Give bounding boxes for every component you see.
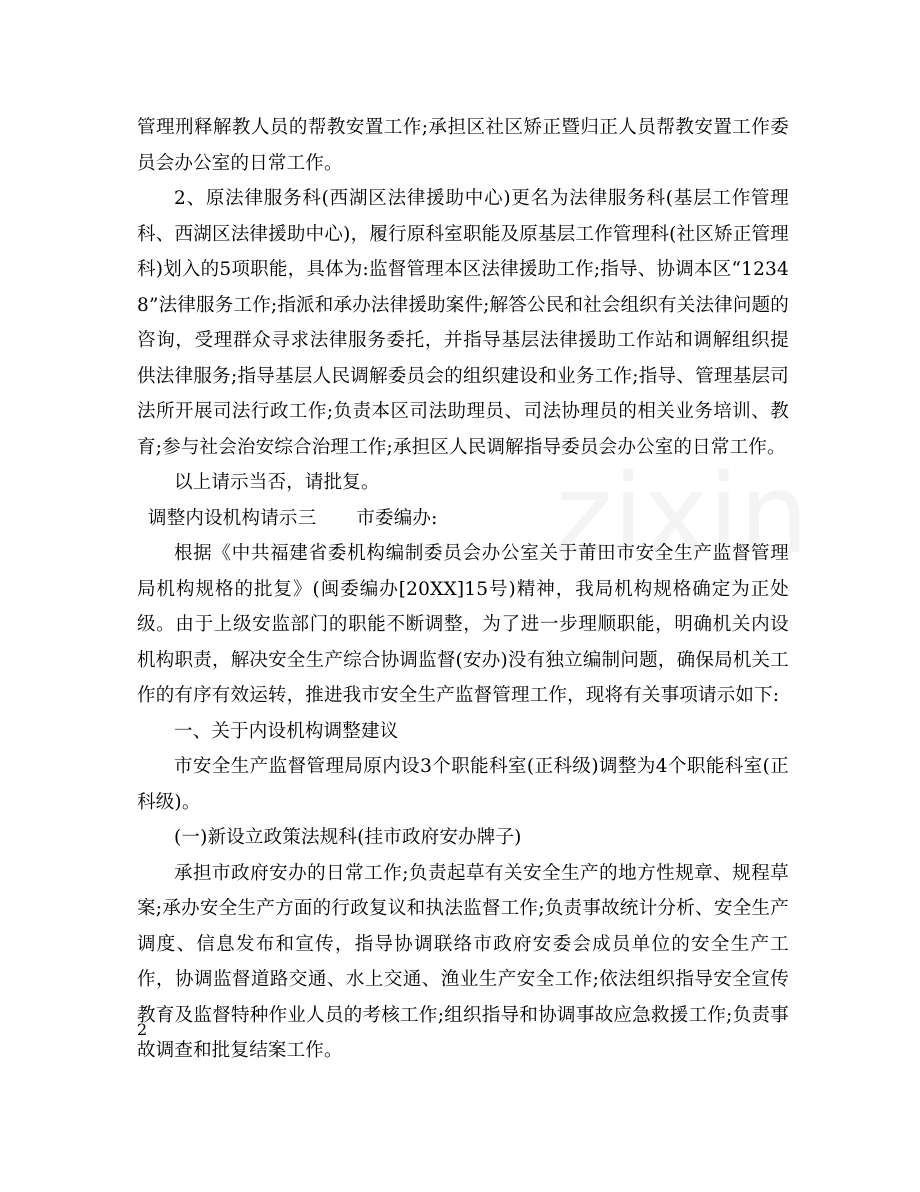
request-addressee: 市委编办: (356, 507, 438, 529)
section-heading-adjustment: 一、关于内设机构调整建议 (174, 720, 399, 742)
paragraph-continuation: 管理刑释解教人员的帮教安置工作;承担区社区矫正暨归正人员帮教安置工作委员会办公室的日常工作。 (137, 117, 789, 174)
paragraph-request-closing: 以上请示当否，请批复。 (174, 472, 380, 493)
paragraph-basis: 根据《中共福建省委机构编制委员会办公室关于莆田市安全生产监督管理局机构规格的批复》(闽委编办[20XX]15号)精神，我局机构规格确定为正处级。由于上级安监部门的职能不断调整，为了进一步理顺职能，明确机关内设机构职责，解决安全生产综合协调监督(安办)没有独立编制问题，确保局机关工作的有序有效运转，推进我市安全生产监督管理工作，现将有关事项请示如下: (137, 543, 789, 706)
page-number: 2 (137, 1020, 148, 1039)
paragraph-legal-services: 2、原法律服务科(西湖区法律援助中心)更名为法律服务科(基层工作管理科、西湖区法律援助中心)，履行原科室职能及原基层工作管理科(社区矫正管理科)划入的5项职能，具体为:监督管理本区法律援助工作;指导、协调本区“12348”法律服务工作;指派和承办法律援助案件;解答公民和社会组织有关法律问题的咨询，受理群众寻求法律服务委托，并指导基层法律援助工作站和调解组织提供法律服务;指导基层人民调解委员会的组织建设和业务工作;指导、管理基层司法所开展司法行政工作;负责本区司法助理员、司法协理员的相关业务培训、教育;参与社会治安综合治理工作;承担区人民调解指导委员会办公室的日常工作。 (137, 188, 789, 458)
request-heading (137, 501, 789, 537)
request-title: 调整内设机构请示三 (148, 507, 317, 529)
document-body (137, 110, 789, 1069)
paragraph-policy-duties: 承担市政府安办的日常工作;负责起草有关安全生产的地方性规章、规程草案;承办安全生产方面的行政复议和执法监督工作;负责事故统计分析、安全生产调度、信息发布和宣传，指导协调联络市政府安委会成员单位的安全生产工作，协调监督道路交通、水上交通、渔业生产安全工作;依法组织指导安全宣传教育及监督特种作业人员的考核工作;组织指导和协调事故应急救援工作;负责事故调查和批复结案工作。 (137, 862, 789, 1061)
subsection-heading-policy: (一)新设立政策法规科(挂市政府安办牌子) (174, 827, 522, 848)
paragraph-adjustment: 市安全生产监督管理局原内设3个职能科室(正科级)调整为4个职能科室(正科级)。 (137, 756, 789, 813)
